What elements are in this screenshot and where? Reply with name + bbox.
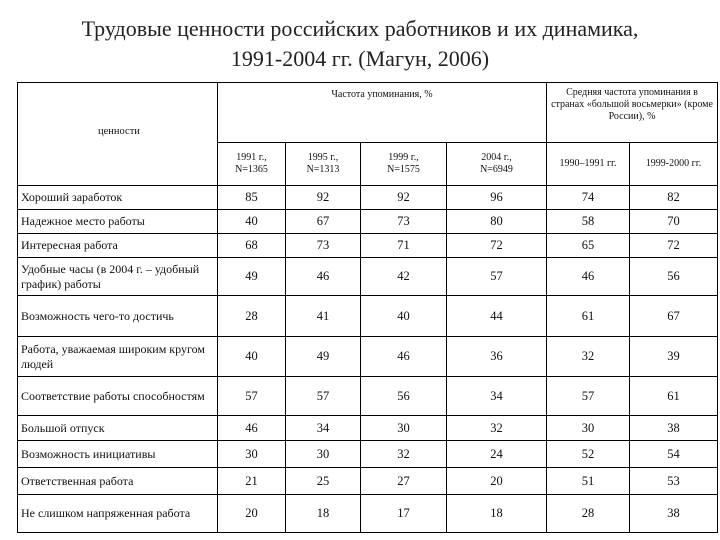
table-row bbox=[18, 258, 718, 296]
header-row-1 bbox=[18, 83, 718, 143]
subheader-1991: 1991 г., N=1365 bbox=[218, 143, 286, 186]
cell-value: 57 bbox=[218, 377, 286, 416]
subheader-2004: 2004 г., N=6949 bbox=[447, 143, 547, 186]
cell-value: 80 bbox=[447, 210, 547, 234]
cell-value: 34 bbox=[447, 377, 547, 416]
table-row bbox=[18, 416, 718, 441]
cell-value: 30 bbox=[361, 416, 447, 441]
header-blank-cell bbox=[18, 143, 218, 186]
subheader-1999-2000: 1999-2000 гг. bbox=[630, 143, 718, 186]
row-label: Соответствие работы способностям bbox=[18, 377, 218, 416]
cell-value: 56 bbox=[361, 377, 447, 416]
header-row-2 bbox=[18, 143, 718, 186]
cell-value: 71 bbox=[361, 234, 447, 258]
row-label: Удобные часы (в 2004 г. – удобный график) работы bbox=[18, 258, 218, 296]
table-row bbox=[18, 186, 718, 210]
cell-value: 18 bbox=[447, 495, 547, 533]
cell-value: 54 bbox=[630, 441, 718, 468]
cell-value: 67 bbox=[630, 296, 718, 337]
cell-value: 58 bbox=[547, 210, 630, 234]
cell-value: 38 bbox=[630, 416, 718, 441]
cell-value: 46 bbox=[218, 416, 286, 441]
cell-value: 32 bbox=[547, 337, 630, 377]
cell-value: 52 bbox=[547, 441, 630, 468]
header-frequency-cell bbox=[218, 83, 547, 143]
cell-value: 51 bbox=[547, 468, 630, 495]
cell-value: 30 bbox=[286, 441, 361, 468]
cell-value: 92 bbox=[361, 186, 447, 210]
cell-value: 61 bbox=[630, 377, 718, 416]
cell-value: 40 bbox=[361, 296, 447, 337]
subheader-1995: 1995 г., N=1313 bbox=[286, 143, 361, 186]
header-avg-label: Средняя частота упоминания в странах «большой восьмерки» (кроме России), % bbox=[551, 87, 713, 122]
header-avg-cell bbox=[547, 83, 718, 143]
row-label: Большой отпуск bbox=[18, 416, 218, 441]
cell-value: 70 bbox=[630, 210, 718, 234]
subheader-1990-1991: 1990–1991 гг. bbox=[547, 143, 630, 186]
cell-value: 30 bbox=[218, 441, 286, 468]
cell-value: 28 bbox=[547, 495, 630, 533]
header-values-label: ценности bbox=[98, 125, 140, 137]
cell-value: 30 bbox=[547, 416, 630, 441]
cell-value: 82 bbox=[630, 186, 718, 210]
row-label: Хороший заработок bbox=[18, 186, 218, 210]
table-row bbox=[18, 495, 718, 533]
table-row bbox=[18, 468, 718, 495]
row-label: Интересная работа bbox=[18, 234, 218, 258]
row-label: Возможность инициативы bbox=[18, 441, 218, 468]
cell-value: 73 bbox=[286, 234, 361, 258]
table-row bbox=[18, 210, 718, 234]
title-line-1: Трудовые ценности российских работников и их динамика, bbox=[81, 16, 639, 41]
cell-value: 20 bbox=[447, 468, 547, 495]
cell-value: 49 bbox=[218, 258, 286, 296]
table-row bbox=[18, 296, 718, 337]
table-row bbox=[18, 441, 718, 468]
row-label: Ответственная работа bbox=[18, 468, 218, 495]
cell-value: 72 bbox=[447, 234, 547, 258]
subheader-1999: 1999 г., N=1575 bbox=[361, 143, 447, 186]
cell-value: 21 bbox=[218, 468, 286, 495]
cell-value: 32 bbox=[361, 441, 447, 468]
cell-value: 39 bbox=[630, 337, 718, 377]
cell-value: 24 bbox=[447, 441, 547, 468]
cell-value: 17 bbox=[361, 495, 447, 533]
cell-value: 34 bbox=[286, 416, 361, 441]
cell-value: 42 bbox=[361, 258, 447, 296]
cell-value: 28 bbox=[218, 296, 286, 337]
table-row bbox=[18, 234, 718, 258]
cell-value: 57 bbox=[286, 377, 361, 416]
row-label: Не слишком напряженная работа bbox=[18, 495, 218, 533]
cell-value: 57 bbox=[447, 258, 547, 296]
header-frequency-label: Частота упоминания, % bbox=[331, 89, 433, 100]
cell-value: 56 bbox=[630, 258, 718, 296]
cell-value: 27 bbox=[361, 468, 447, 495]
cell-value: 32 bbox=[447, 416, 547, 441]
page-title bbox=[0, 14, 720, 74]
table-row bbox=[18, 337, 718, 377]
row-label: Надежное место работы bbox=[18, 210, 218, 234]
cell-value: 20 bbox=[218, 495, 286, 533]
cell-value: 36 bbox=[447, 337, 547, 377]
cell-value: 46 bbox=[361, 337, 447, 377]
cell-value: 85 bbox=[218, 186, 286, 210]
cell-value: 40 bbox=[218, 210, 286, 234]
cell-value: 65 bbox=[547, 234, 630, 258]
cell-value: 41 bbox=[286, 296, 361, 337]
cell-value: 67 bbox=[286, 210, 361, 234]
cell-value: 53 bbox=[630, 468, 718, 495]
cell-value: 49 bbox=[286, 337, 361, 377]
table-row bbox=[18, 377, 718, 416]
cell-value: 92 bbox=[286, 186, 361, 210]
cell-value: 96 bbox=[447, 186, 547, 210]
cell-value: 74 bbox=[547, 186, 630, 210]
cell-value: 38 bbox=[630, 495, 718, 533]
header-values-cell bbox=[18, 83, 218, 143]
cell-value: 61 bbox=[547, 296, 630, 337]
cell-value: 18 bbox=[286, 495, 361, 533]
cell-value: 44 bbox=[447, 296, 547, 337]
values-table bbox=[17, 82, 718, 533]
cell-value: 68 bbox=[218, 234, 286, 258]
cell-value: 40 bbox=[218, 337, 286, 377]
row-label: Работа, уважаемая широким кругом людей bbox=[18, 337, 218, 377]
cell-value: 73 bbox=[361, 210, 447, 234]
row-label: Возможность чего-то достичь bbox=[18, 296, 218, 337]
cell-value: 57 bbox=[547, 377, 630, 416]
title-line-2: 1991-2004 гг. (Магун, 2006) bbox=[230, 46, 490, 71]
cell-value: 25 bbox=[286, 468, 361, 495]
cell-value: 46 bbox=[286, 258, 361, 296]
cell-value: 46 bbox=[547, 258, 630, 296]
cell-value: 72 bbox=[630, 234, 718, 258]
